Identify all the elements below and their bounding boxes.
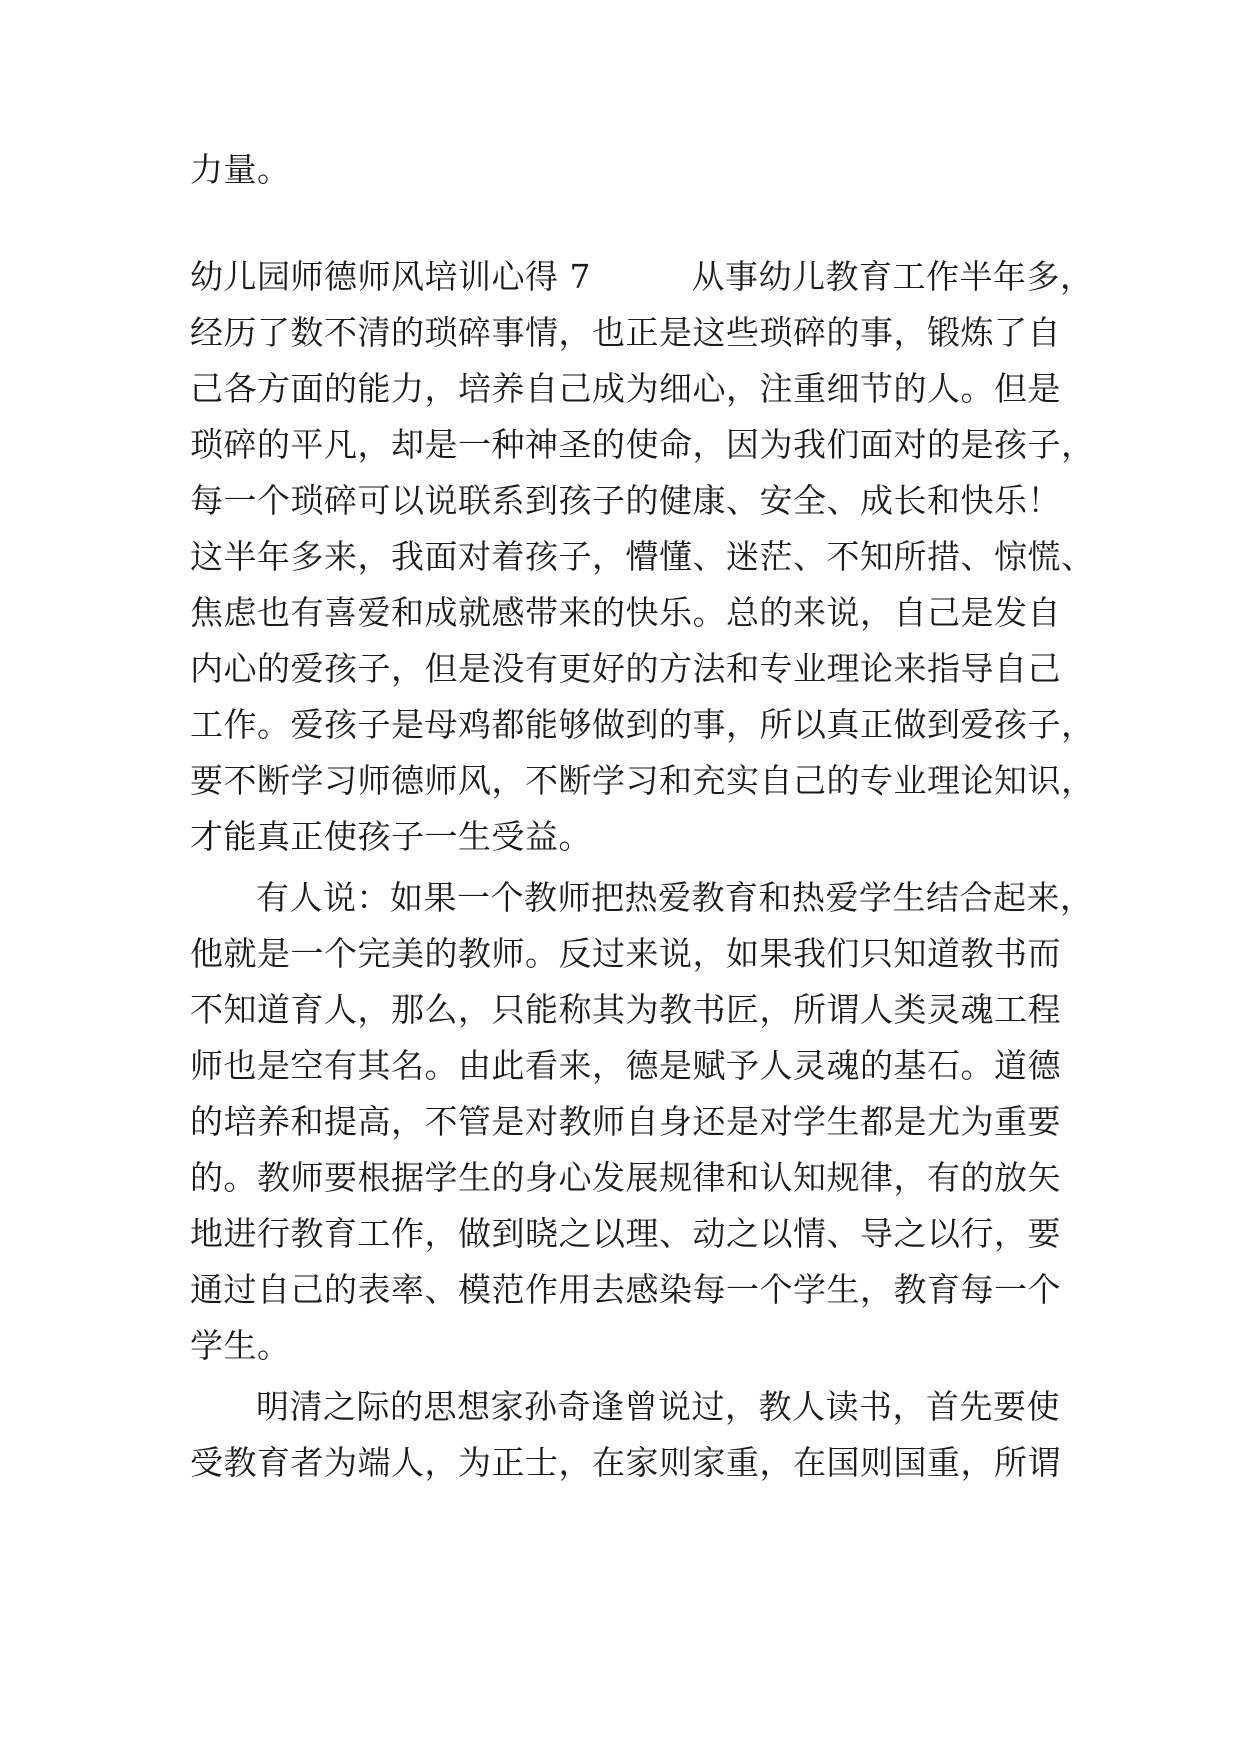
paragraph-line: 师也是空有其名。由此看来，德是赋予人灵魂的基石。道德 bbox=[190, 1046, 1061, 1085]
paragraph-line: 明清之际的思想家孙奇逢曾说过，教人读书，首先要使 bbox=[256, 1387, 1060, 1426]
paragraph-line: 内心的爱孩子，但是没有更好的方法和专业理论来指导自己 bbox=[190, 649, 1061, 688]
paragraph-line: 己各方面的能力，培养自己成为细心，注重细节的人。但是 bbox=[190, 369, 1061, 408]
paragraph-line: 琐碎的平凡，却是一种神圣的使命，因为我们面对的是孩子， bbox=[190, 425, 1095, 464]
paragraph-line: 焦虑也有喜爱和成就感带来的快乐。总的来说，自己是发自 bbox=[190, 593, 1061, 632]
paragraph-line: 受教育者为端人，为正士，在家则家重，在国则国重，所谓 bbox=[190, 1443, 1061, 1482]
paragraph-line: 不知道育人，那么，只能称其为教书匠，所谓人类灵魂工程 bbox=[190, 990, 1061, 1029]
paragraph-line: 要不断学习师德师风，不断学习和充实自己的专业理论知识， bbox=[190, 761, 1095, 800]
paragraph-line: 地进行教育工作，做到晓之以理、动之以情、导之以行，要 bbox=[190, 1214, 1061, 1253]
paragraph-line: 这半年多来，我面对着孩子，懵懂、迷茫、不知所措、惊慌、 bbox=[190, 537, 1095, 576]
paragraph-line: 的培养和提高，不管是对教师自身还是对学生都是尤为重要 bbox=[190, 1102, 1061, 1141]
paragraph-line: 力量。 bbox=[190, 150, 291, 189]
paragraph-line: 的。教师要根据学生的身心发展规律和认知规律，有的放矢 bbox=[190, 1158, 1061, 1197]
paragraph-line: 幼儿园师德师风培训心得 7 从事幼儿教育工作半年多， bbox=[190, 257, 1094, 296]
paragraph-line: 经历了数不清的琐碎事情，也正是这些琐碎的事，锻炼了自 bbox=[190, 313, 1061, 352]
paragraph-line: 每一个琐碎可以说联系到孩子的健康、安全、成长和快乐！ bbox=[190, 481, 1061, 520]
paragraph-line: 有人说：如果一个教师把热爱教育和热爱学生结合起来， bbox=[256, 878, 1094, 917]
paragraph-line: 他就是一个完美的教师。反过来说，如果我们只知道教书而 bbox=[190, 934, 1061, 973]
paragraph-line: 才能真正使孩子一生受益。 bbox=[190, 817, 592, 856]
paragraph-line: 学生。 bbox=[190, 1326, 291, 1365]
paragraph-line: 通过自己的表率、模范作用去感染每一个学生，教育每一个 bbox=[190, 1270, 1061, 1309]
paragraph-line: 工作。爱孩子是母鸡都能够做到的事，所以真正做到爱孩子， bbox=[190, 705, 1095, 744]
